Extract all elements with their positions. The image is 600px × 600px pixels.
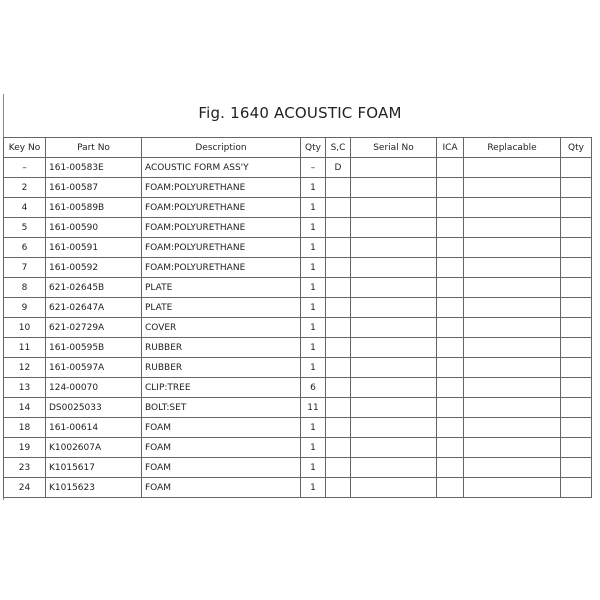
replacable-cell [464, 438, 561, 458]
part-no-cell: 161-00597A [46, 358, 142, 378]
qty-cell: 6 [301, 378, 326, 398]
sc-cell [326, 218, 351, 238]
part-no-cell: 621-02729A [46, 318, 142, 338]
replacable-qty-cell [561, 398, 592, 418]
ica-cell [437, 218, 464, 238]
part-no-cell: K1002607A [46, 438, 142, 458]
key-no-cell: 10 [4, 318, 46, 338]
sc-cell [326, 378, 351, 398]
part-no-cell: 161-00589B [46, 198, 142, 218]
column-header-sc: S,C [326, 138, 351, 158]
qty-cell: 1 [301, 178, 326, 198]
ica-cell [437, 178, 464, 198]
part-no-cell: 621-02647A [46, 298, 142, 318]
serial-no-cell [351, 358, 437, 378]
table-row [4, 318, 592, 338]
key-no-cell: 6 [4, 238, 46, 258]
description-cell: FOAM [142, 418, 301, 438]
sc-cell [326, 258, 351, 278]
replacable-qty-cell [561, 238, 592, 258]
serial-no-cell [351, 298, 437, 318]
replacable-qty-cell [561, 318, 592, 338]
sc-cell [326, 458, 351, 478]
column-header-replacable-qty: Qty [561, 138, 592, 158]
serial-no-cell [351, 258, 437, 278]
replacable-qty-cell [561, 338, 592, 358]
ica-cell [437, 478, 464, 498]
replacable-cell [464, 298, 561, 318]
table-row [4, 398, 592, 418]
description-cell: ACOUSTIC FORM ASS'Y [142, 158, 301, 178]
replacable-qty-cell [561, 378, 592, 398]
serial-no-cell [351, 218, 437, 238]
key-no-cell: 7 [4, 258, 46, 278]
description-cell: FOAM:POLYURETHANE [142, 238, 301, 258]
replacable-qty-cell [561, 278, 592, 298]
qty-cell: 1 [301, 478, 326, 498]
table-row [4, 258, 592, 278]
replacable-cell [464, 238, 561, 258]
ica-cell [437, 338, 464, 358]
description-cell: FOAM:POLYURETHANE [142, 258, 301, 278]
part-no-cell: 124-00070 [46, 378, 142, 398]
serial-no-cell [351, 458, 437, 478]
ica-cell [437, 458, 464, 478]
sc-cell [326, 358, 351, 378]
sc-cell [326, 418, 351, 438]
table-row [4, 298, 592, 318]
ica-cell [437, 198, 464, 218]
table-header-row [4, 138, 592, 158]
key-no-cell: 14 [4, 398, 46, 418]
description-cell: FOAM:POLYURETHANE [142, 178, 301, 198]
serial-no-cell [351, 158, 437, 178]
column-header-description: Description [142, 138, 301, 158]
serial-no-cell [351, 278, 437, 298]
replacable-cell [464, 358, 561, 378]
parts-table-body [4, 158, 592, 498]
column-header-part-no: Part No [46, 138, 142, 158]
qty-cell: 1 [301, 258, 326, 278]
ica-cell [437, 238, 464, 258]
key-no-cell: 24 [4, 478, 46, 498]
table-row [4, 438, 592, 458]
description-cell: FOAM:POLYURETHANE [142, 218, 301, 238]
replacable-cell [464, 398, 561, 418]
serial-no-cell [351, 438, 437, 458]
table-row [4, 238, 592, 258]
ica-cell [437, 278, 464, 298]
description-cell: CLIP:TREE [142, 378, 301, 398]
ica-cell [437, 438, 464, 458]
ica-cell [437, 298, 464, 318]
table-row [4, 278, 592, 298]
serial-no-cell [351, 418, 437, 438]
ica-cell [437, 158, 464, 178]
replacable-cell [464, 378, 561, 398]
part-no-cell: K1015623 [46, 478, 142, 498]
replacable-qty-cell [561, 358, 592, 378]
replacable-qty-cell [561, 258, 592, 278]
description-cell: RUBBER [142, 338, 301, 358]
sc-cell [326, 438, 351, 458]
sc-cell [326, 278, 351, 298]
serial-no-cell [351, 338, 437, 358]
key-no-cell: 9 [4, 298, 46, 318]
description-cell: BOLT:SET [142, 398, 301, 418]
replacable-qty-cell [561, 178, 592, 198]
qty-cell: 1 [301, 458, 326, 478]
part-no-cell: 621-02645B [46, 278, 142, 298]
replacable-qty-cell [561, 218, 592, 238]
replacable-qty-cell [561, 478, 592, 498]
part-no-cell: 161-00590 [46, 218, 142, 238]
description-cell: RUBBER [142, 358, 301, 378]
part-no-cell: 161-00614 [46, 418, 142, 438]
replacable-qty-cell [561, 438, 592, 458]
sc-cell [326, 198, 351, 218]
key-no-cell: 19 [4, 438, 46, 458]
ica-cell [437, 398, 464, 418]
table-row [4, 178, 592, 198]
replacable-qty-cell [561, 158, 592, 178]
description-cell: PLATE [142, 278, 301, 298]
replacable-cell [464, 458, 561, 478]
table-row [4, 358, 592, 378]
table-row [4, 218, 592, 238]
key-no-cell: – [4, 158, 46, 178]
table-row [4, 458, 592, 478]
key-no-cell: 13 [4, 378, 46, 398]
ica-cell [437, 358, 464, 378]
replacable-cell [464, 478, 561, 498]
table-row [4, 338, 592, 358]
table-row [4, 198, 592, 218]
qty-cell: 1 [301, 218, 326, 238]
sc-cell: D [326, 158, 351, 178]
replacable-cell [464, 418, 561, 438]
ica-cell [437, 418, 464, 438]
replacable-cell [464, 338, 561, 358]
description-cell: COVER [142, 318, 301, 338]
replacable-cell [464, 258, 561, 278]
qty-cell: 1 [301, 318, 326, 338]
description-cell: FOAM:POLYURETHANE [142, 198, 301, 218]
table-row [4, 378, 592, 398]
description-cell: FOAM [142, 458, 301, 478]
qty-cell: 1 [301, 438, 326, 458]
replacable-qty-cell [561, 458, 592, 478]
sc-cell [326, 238, 351, 258]
column-header-replacable: Replacable [464, 138, 561, 158]
part-no-cell: 161-00587 [46, 178, 142, 198]
replacable-cell [464, 318, 561, 338]
serial-no-cell [351, 198, 437, 218]
ica-cell [437, 378, 464, 398]
table-row [4, 478, 592, 498]
qty-cell: 1 [301, 278, 326, 298]
key-no-cell: 18 [4, 418, 46, 438]
replacable-qty-cell [561, 298, 592, 318]
ica-cell [437, 258, 464, 278]
part-no-cell: 161-00591 [46, 238, 142, 258]
part-no-cell: 161-00583E [46, 158, 142, 178]
key-no-cell: 4 [4, 198, 46, 218]
key-no-cell: 5 [4, 218, 46, 238]
replacable-qty-cell [561, 198, 592, 218]
part-no-cell: K1015617 [46, 458, 142, 478]
sc-cell [326, 298, 351, 318]
parts-table [3, 137, 592, 498]
replacable-cell [464, 278, 561, 298]
qty-cell: 1 [301, 358, 326, 378]
table-row [4, 418, 592, 438]
serial-no-cell [351, 378, 437, 398]
column-header-key-no: Key No [4, 138, 46, 158]
replacable-qty-cell [561, 418, 592, 438]
qty-cell: 1 [301, 418, 326, 438]
column-header-ica: ICA [437, 138, 464, 158]
key-no-cell: 12 [4, 358, 46, 378]
serial-no-cell [351, 238, 437, 258]
part-no-cell: 161-00592 [46, 258, 142, 278]
qty-cell: 1 [301, 338, 326, 358]
qty-cell: 1 [301, 298, 326, 318]
replacable-cell [464, 218, 561, 238]
sc-cell [326, 478, 351, 498]
description-cell: PLATE [142, 298, 301, 318]
key-no-cell: 23 [4, 458, 46, 478]
serial-no-cell [351, 478, 437, 498]
column-header-serial-no: Serial No [351, 138, 437, 158]
serial-no-cell [351, 318, 437, 338]
part-no-cell: DS0025033 [46, 398, 142, 418]
key-no-cell: 11 [4, 338, 46, 358]
qty-cell: 1 [301, 238, 326, 258]
serial-no-cell [351, 178, 437, 198]
ica-cell [437, 318, 464, 338]
part-no-cell: 161-00595B [46, 338, 142, 358]
key-no-cell: 8 [4, 278, 46, 298]
description-cell: FOAM [142, 478, 301, 498]
key-no-cell: 2 [4, 178, 46, 198]
replacable-cell [464, 178, 561, 198]
replacable-cell [464, 158, 561, 178]
sc-cell [326, 318, 351, 338]
serial-no-cell [351, 398, 437, 418]
qty-cell: 11 [301, 398, 326, 418]
replacable-cell [464, 198, 561, 218]
sc-cell [326, 338, 351, 358]
sc-cell [326, 178, 351, 198]
column-header-qty: Qty [301, 138, 326, 158]
description-cell: FOAM [142, 438, 301, 458]
sc-cell [326, 398, 351, 418]
qty-cell: – [301, 158, 326, 178]
table-row [4, 158, 592, 178]
figure-title: Fig. 1640 ACOUSTIC FOAM [198, 104, 402, 122]
qty-cell: 1 [301, 198, 326, 218]
